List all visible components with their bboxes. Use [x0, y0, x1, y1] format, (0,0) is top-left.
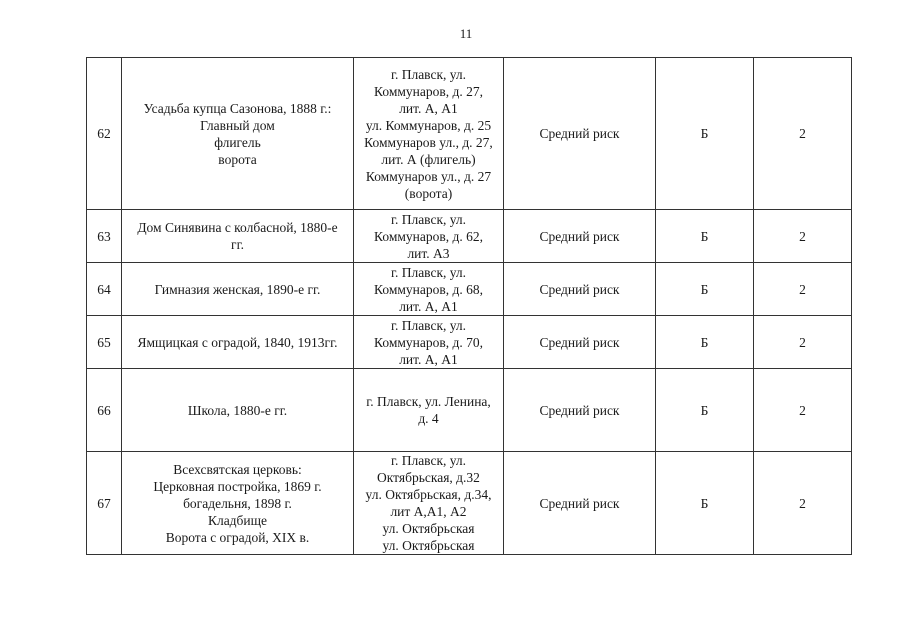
address-cell-line: г. Плавск, ул. Ленина,	[366, 394, 491, 409]
address-cell-line: Коммунаров ул., д. 27,	[364, 134, 493, 150]
object-name-cell-line: Усадьба купца Сазонова, 1888 г.:	[143, 100, 332, 116]
category-cell: Б	[656, 263, 754, 316]
object-name-cell-line: Дом Синявина с колбасной, 1880-е	[137, 220, 338, 235]
object-name-cell-line: Гимназия женская, 1890-е гг.	[154, 281, 321, 297]
object-name-cell-line: Всехсвятская церковь:	[173, 461, 302, 477]
address-cell-line: лит А,А1, А2	[390, 504, 467, 519]
object-name-cell-line: Кладбище	[207, 512, 268, 528]
row-number-cell: 63	[87, 210, 122, 263]
row-number-cell: 64	[87, 263, 122, 316]
address-cell-line: Коммунаров, д. 62,	[374, 228, 483, 244]
address-cell-line: д. 4	[418, 411, 439, 426]
address-cell-line: ул. Коммунаров, д. 25	[365, 117, 492, 133]
object-name-cell	[122, 316, 354, 369]
address-cell-line: ул. Октябрьская	[382, 538, 475, 553]
risk-cell: Средний риск	[504, 210, 656, 263]
address-cell-line: лит. А3	[407, 245, 450, 261]
class-cell: 2	[754, 369, 852, 452]
risk-cell: Средний риск	[504, 263, 656, 316]
class-cell: 2	[754, 316, 852, 369]
object-name-cell-line: Ямщицкая с оградой, 1840, 1913гг.	[137, 334, 338, 350]
category-cell: Б	[656, 210, 754, 263]
address-cell-line: г. Плавск, ул.	[390, 211, 467, 227]
object-name-cell	[122, 452, 354, 555]
address-cell-line: (ворота)	[404, 185, 453, 201]
objects-table	[86, 57, 852, 555]
address-cell	[354, 210, 504, 263]
address-cell-line: лит. А, А1	[399, 100, 458, 116]
row-number-cell: 62	[87, 58, 122, 210]
object-name-cell-line: Школа, 1880-е гг.	[187, 402, 288, 418]
risk-cell: Средний риск	[504, 316, 656, 369]
object-name-cell	[122, 210, 354, 263]
table-row	[87, 263, 852, 316]
address-cell-line: лит. А (флигель)	[381, 151, 476, 167]
address-cell-line: Коммунаров, д. 27,	[374, 83, 483, 99]
address-cell-line: ул. Октябрьская, д.34,	[365, 487, 492, 502]
class-cell: 2	[754, 210, 852, 263]
risk-cell: Средний риск	[504, 452, 656, 555]
object-name-cell-line: Церковная постройка, 1869 г.	[153, 478, 322, 494]
category-cell: Б	[656, 452, 754, 555]
class-cell: 2	[754, 263, 852, 316]
row-number-cell: 66	[87, 369, 122, 452]
address-cell	[354, 316, 504, 369]
risk-cell: Средний риск	[504, 369, 656, 452]
object-name-cell-line: богадельня, 1898 г.	[183, 495, 292, 511]
page-number: 11	[459, 26, 473, 41]
address-cell-line: лит. А, А1	[399, 298, 458, 314]
risk-cell: Средний риск	[504, 58, 656, 210]
table-row	[87, 316, 852, 369]
category-cell: Б	[656, 369, 754, 452]
category-cell: Б	[656, 58, 754, 210]
row-number-cell: 67	[87, 452, 122, 555]
table-row	[87, 369, 852, 452]
object-name-cell-line: гг.	[231, 237, 244, 252]
address-cell-line: лит. А, А1	[399, 351, 458, 367]
category-cell: Б	[656, 316, 754, 369]
address-cell-line: Коммунаров, д. 68,	[374, 281, 483, 297]
address-cell	[354, 369, 504, 452]
address-cell-line: Коммунаров ул., д. 27	[365, 168, 492, 184]
table-row	[87, 210, 852, 263]
table-row	[87, 58, 852, 210]
row-number-cell: 65	[87, 316, 122, 369]
class-cell: 2	[754, 58, 852, 210]
object-name-cell-line: ворота	[218, 151, 257, 167]
address-cell	[354, 58, 504, 210]
object-name-cell	[122, 369, 354, 452]
address-cell-line: Октябрьская, д.32	[377, 470, 480, 485]
address-cell-line: г. Плавск, ул.	[390, 453, 467, 468]
address-cell	[354, 452, 504, 555]
address-cell-line: Коммунаров, д. 70,	[374, 334, 483, 350]
class-cell: 2	[754, 452, 852, 555]
object-name-cell-line: Главный дом	[200, 117, 275, 133]
address-cell-line: г. Плавск, ул.	[390, 264, 467, 280]
address-cell-line: г. Плавск, ул.	[390, 66, 467, 82]
object-name-cell-line: флигель	[214, 134, 261, 150]
address-cell	[354, 263, 504, 316]
object-name-cell-line: Ворота с оградой, XIX в.	[165, 529, 310, 545]
object-name-cell	[122, 58, 354, 210]
address-cell-line: ул. Октябрьская	[382, 521, 475, 536]
table-row	[87, 452, 852, 555]
address-cell-line: г. Плавск, ул.	[390, 317, 467, 333]
object-name-cell	[122, 263, 354, 316]
